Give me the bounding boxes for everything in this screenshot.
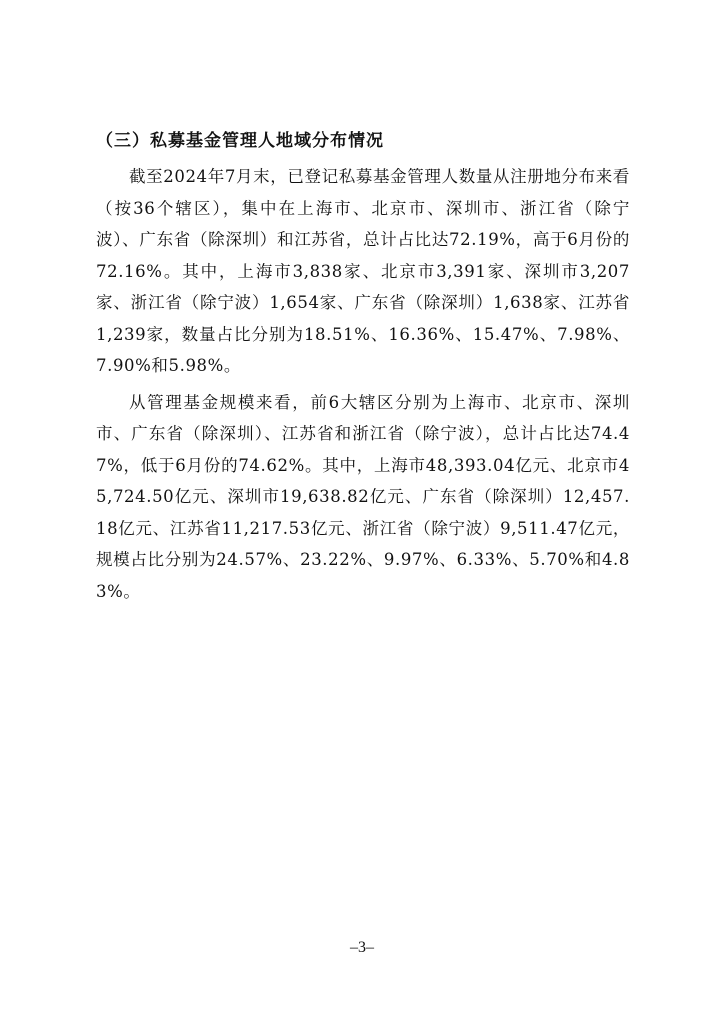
page-number: –3– <box>350 939 374 956</box>
document-body <box>96 128 630 612</box>
section-heading: （三）私募基金管理人地域分布情况 <box>96 131 384 151</box>
paragraph-manager-count: 截至2024年7月末，已登记私募基金管理人数量从注册地分布来看（按36个辖区），集中在上海市、北京市、深圳市、浙江省（除宁波）、广东省（除深圳）和江苏省，总计占比达72.19%，高于6月份的72.16%。其中，上海市3,838家、北京市3,391家、深圳市3,207家、浙江省（除宁波）1,654家、广东省（除深圳）1,638家、江苏省1,239家，数量占比分别为18.51%、16.36%、15.47%、7.98%、7.90%和5.98%。 <box>96 167 630 375</box>
paragraph-fund-scale: 从管理基金规模来看，前6大辖区分别为上海市、北京市、深圳市、广东省（除深圳）、江苏省和浙江省（除宁波），总计占比达74.47%，低于6月份的74.62%。其中，上海市48,393.04亿元、北京市45,724.50亿元、深圳市19,638.82亿元、广东省（除深圳）12,457.18亿元、江苏省11,217.53亿元、浙江省（除宁波）9,511.47亿元，规模占比分别为24.57%、23.22%、9.97%、6.33%、5.70%和4.83%。 <box>96 392 630 601</box>
